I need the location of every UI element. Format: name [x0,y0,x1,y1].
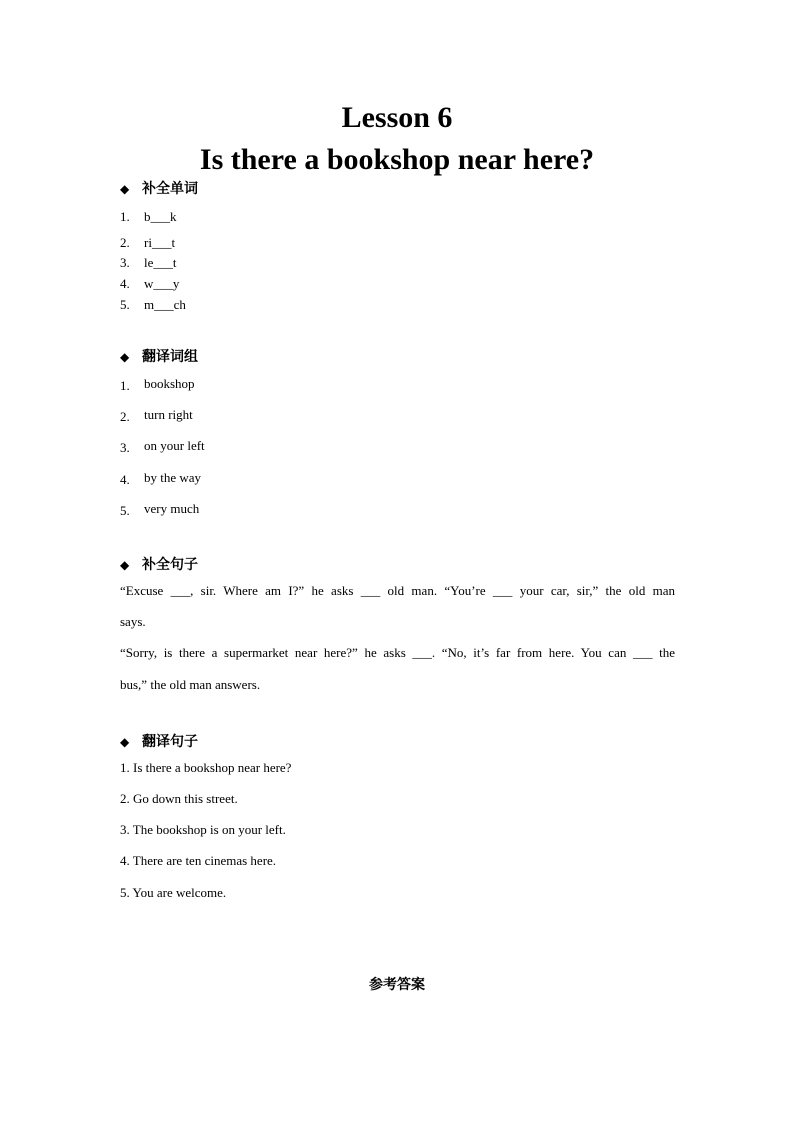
diamond-bullet-icon: ◆ [120,350,130,364]
section-heading-label: 翻译句子 [142,734,198,750]
paragraph-line: bus,” the old man answers. [120,677,261,692]
list-item: 4. There are ten cinemas here. [120,853,277,868]
diamond-bullet-icon: ◆ [120,182,130,196]
section-heading-label: 补全句子 [142,557,198,573]
diamond-bullet-icon: ◆ [120,558,130,572]
list-item: 2. Go down this street. [120,791,238,806]
diamond-bullet-icon: ◆ [120,735,130,749]
list-item: 1. Is there a bookshop near here? [120,760,292,775]
section-heading-label: 翻译词组 [142,349,198,365]
paragraph-line: “Excuse ___, sir. Where am I?” he asks ___ old man. “You’re ___ your car, sir,” the old man [120,583,675,598]
section-heading-label: 补全单词 [142,181,198,197]
lesson-subtitle: Is there a bookshop near here? [199,143,595,176]
answer-key-heading: 参考答案 [369,977,425,993]
lesson-title: Lesson 6 [341,101,453,134]
section-heading-translate [120,733,198,751]
section-heading-words [120,180,198,198]
document-page: Lesson 6 Is there a bookshop near here? ◆ 补全单词 1. b___k 2. ri___t 3. le___t 4. w___y 5. m___ch ◆ 翻译词组 1. bookshop 2. turn right 3. on your left 4. by the way 5. very much ◆ 补全句子 “Excuse ___, sir. Where am I?” he asks ___ old man. “You’re ___ your car, sir,” the old man says. “Sorry, is there a supermarket near here?” he asks ___. “No, it’s far from here. You can ___ the bus,” the old man answers. ◆ 翻译句子 1. Is there a bookshop near here? 2. Go down this street. 3. The bookshop is on your left. 4. There are ten cinemas here. 5. You are welcome. 参考答案 [0,0,794,1123]
paragraph-line: “Sorry, is there a supermarket near here?” he asks ___. “No, it’s far from here. You can ___ the [120,645,675,660]
section-heading-phrases [120,348,198,366]
paragraph-line: says. [120,614,146,629]
list-item: 3. The bookshop is on your left. [120,822,286,837]
section-heading-complete [120,556,198,574]
list-item: 5. You are welcome. [120,885,227,900]
